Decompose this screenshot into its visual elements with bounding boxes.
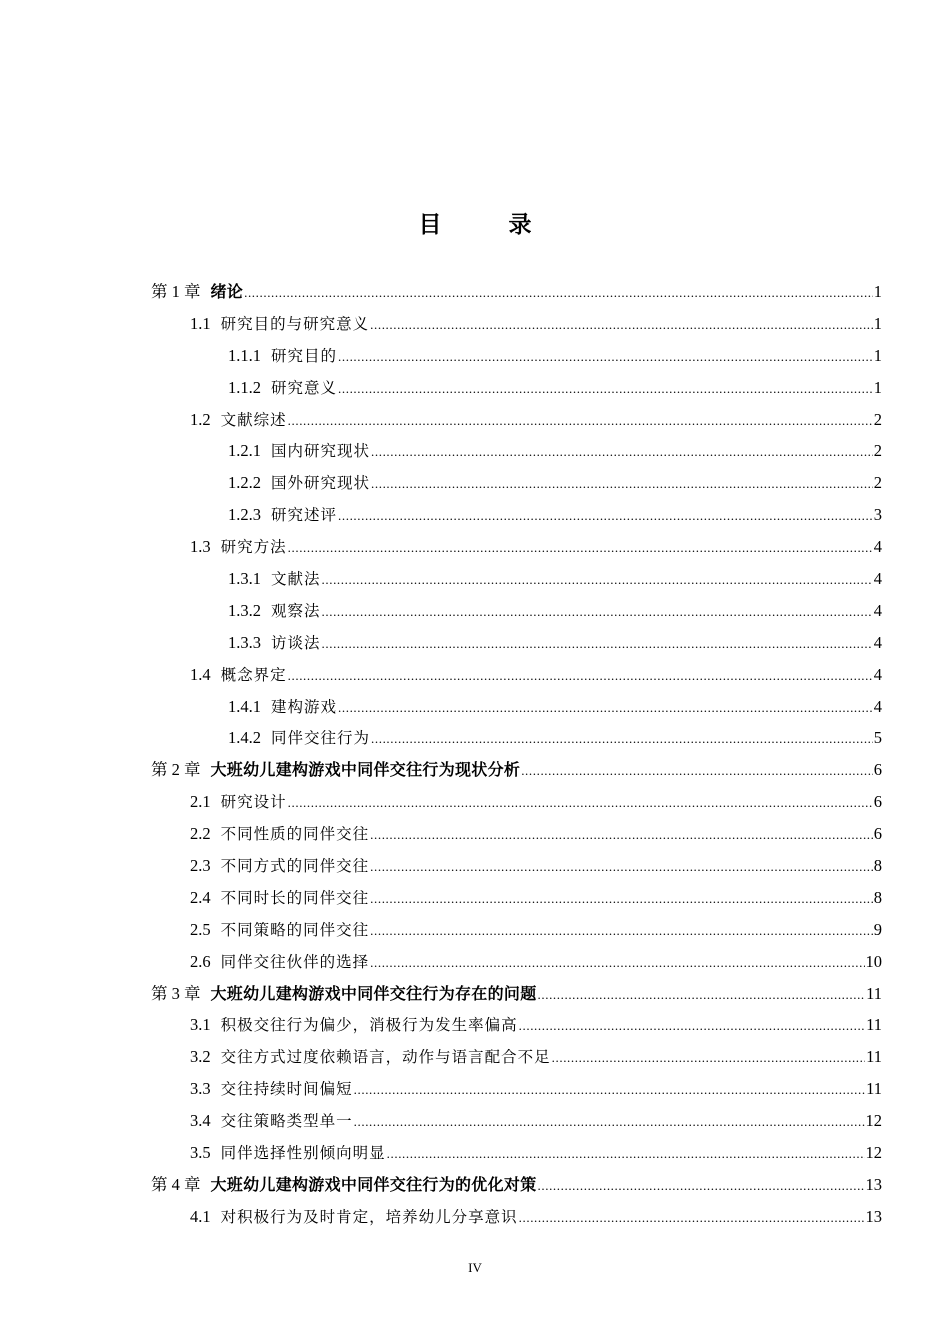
toc-section-entry[interactable] — [151, 1201, 882, 1233]
toc-entry-page: 4 — [873, 537, 882, 557]
toc-entry-title: 研究目的与研究意义 — [220, 314, 370, 333]
toc-entry-page: 1 — [873, 282, 882, 301]
toc-dot-leader — [322, 564, 873, 596]
toc-section-entry[interactable] — [151, 308, 882, 340]
toc-title: 目 录 — [418, 212, 554, 238]
toc-entry-number: 2.5 — [190, 919, 211, 939]
toc-entry-number: 1.1 — [190, 313, 211, 333]
toc-entry-number: 2.4 — [190, 887, 211, 907]
toc-entry-page: 2 — [873, 409, 882, 429]
toc-chapter-entry[interactable] — [151, 754, 882, 786]
toc-dot-leader — [288, 405, 873, 437]
toc-chapter-entry[interactable] — [151, 978, 882, 1010]
toc-subsection-entry[interactable] — [151, 691, 882, 723]
toc-subsection-entry[interactable] — [151, 563, 882, 595]
toc-entry-number: 第 3 章 — [151, 983, 201, 1003]
toc-entry-title: 交往方式过度依赖语言，动作与语言配合不足 — [220, 1048, 551, 1067]
toc-section-entry[interactable] — [151, 531, 882, 563]
toc-entry-page: 6 — [873, 824, 882, 844]
toc-subsection-entry[interactable] — [151, 499, 882, 531]
toc-subsection-entry[interactable] — [151, 340, 882, 372]
toc-dot-leader — [370, 883, 873, 915]
toc-chapter-entry[interactable] — [151, 276, 882, 308]
toc-section-entry[interactable] — [151, 818, 882, 850]
toc-entry-page: 2 — [873, 441, 882, 461]
toc-entry-page: 11 — [866, 983, 882, 1003]
toc-dot-leader — [288, 787, 873, 819]
toc-dot-leader — [538, 1170, 865, 1202]
toc-dot-leader — [370, 947, 864, 979]
toc-entry-title: 对积极行为及时肯定，培养幼儿分享意识 — [220, 1207, 518, 1226]
toc-entry-page: 12 — [865, 1111, 882, 1131]
toc-entry-page: 11 — [866, 1047, 882, 1067]
toc-entry-page: 4 — [873, 664, 882, 684]
toc-entry-title: 国内研究现状 — [271, 442, 371, 461]
toc-entry-title: 不同性质的同伴交往 — [220, 825, 370, 844]
toc-entry-number: 1.2.2 — [228, 473, 261, 493]
toc-dot-leader — [370, 819, 873, 851]
toc-entry-number: 1.2 — [190, 409, 211, 429]
toc-dot-leader — [338, 341, 873, 373]
toc-entry-title: 国外研究现状 — [271, 474, 371, 493]
toc-entry-title: 研究意义 — [271, 378, 338, 397]
toc-section-entry[interactable] — [151, 882, 882, 914]
toc-entry-number: 1.3.3 — [228, 632, 261, 652]
toc-entry-title: 同伴选择性别倾向明显 — [220, 1144, 386, 1163]
toc-entry-page: 13 — [865, 1206, 882, 1226]
toc-entry-title: 大班幼儿建构游戏中同伴交往行为现状分析 — [210, 760, 521, 780]
toc-entry-page: 4 — [873, 696, 882, 716]
toc-entry-title: 访谈法 — [271, 633, 321, 652]
toc-section-entry[interactable] — [151, 404, 882, 436]
toc-dot-leader — [370, 309, 873, 341]
toc-entry-title: 概念界定 — [220, 665, 287, 684]
toc-entry-number: 1.4.1 — [228, 696, 261, 716]
toc-section-entry[interactable] — [151, 1073, 882, 1105]
toc-entry-page: 4 — [873, 600, 882, 620]
toc-entry-page: 4 — [873, 569, 882, 589]
toc-dot-leader — [371, 723, 873, 755]
toc-section-entry[interactable] — [151, 786, 882, 818]
toc-chapter-entry[interactable] — [151, 1169, 882, 1201]
toc-entry-number: 3.3 — [190, 1079, 211, 1099]
toc-entry-title: 交往持续时间偏短 — [220, 1080, 353, 1099]
toc-dot-leader — [538, 979, 866, 1011]
toc-entry-title: 同伴交往行为 — [271, 729, 371, 748]
toc-section-entry[interactable] — [151, 914, 882, 946]
toc-entry-page: 5 — [873, 728, 882, 748]
toc-entry-number: 第 2 章 — [151, 760, 201, 780]
toc-subsection-entry[interactable] — [151, 467, 882, 499]
toc-dot-leader — [322, 596, 873, 628]
toc-entry-page: 3 — [873, 505, 882, 525]
toc-entry-page: 2 — [873, 473, 882, 493]
toc-entry-title: 研究目的 — [271, 346, 338, 365]
toc-entry-page: 1 — [873, 313, 882, 333]
toc-dot-leader — [244, 277, 873, 309]
toc-entry-page: 11 — [866, 1079, 882, 1099]
toc-section-entry[interactable] — [151, 659, 882, 691]
toc-entry-title: 研究述评 — [271, 506, 338, 525]
toc-dot-leader — [370, 915, 873, 947]
toc-dot-leader — [519, 1202, 865, 1234]
toc-dot-leader — [322, 628, 873, 660]
toc-section-entry[interactable] — [151, 1105, 882, 1137]
toc-section-entry[interactable] — [151, 1137, 882, 1169]
toc-dot-leader — [521, 755, 873, 787]
toc-entry-title: 绪论 — [210, 282, 244, 301]
toc-dot-leader — [387, 1138, 865, 1170]
toc-entry-title: 不同策略的同伴交往 — [220, 920, 370, 939]
toc-dot-leader — [338, 373, 873, 405]
toc-entry-number: 3.1 — [190, 1015, 211, 1035]
toc-entry-page: 1 — [873, 377, 882, 397]
toc-dot-leader — [354, 1074, 865, 1106]
page-number: IV — [468, 1260, 482, 1275]
toc-entry-title: 大班幼儿建构游戏中同伴交往行为的优化对策 — [210, 1174, 537, 1194]
toc-entry-page: 6 — [873, 760, 882, 780]
toc-entry-number: 1.2.3 — [228, 505, 261, 525]
toc-entry-number: 1.3.2 — [228, 600, 261, 620]
toc-entry-page: 12 — [865, 1143, 882, 1163]
table-of-contents — [151, 276, 882, 1233]
toc-subsection-entry[interactable] — [151, 435, 882, 467]
toc-entry-title: 大班幼儿建构游戏中同伴交往行为存在的问题 — [210, 983, 537, 1003]
toc-entry-number: 3.4 — [190, 1111, 211, 1131]
toc-entry-page: 8 — [873, 887, 882, 907]
toc-section-entry[interactable] — [151, 850, 882, 882]
toc-entry-page: 8 — [873, 856, 882, 876]
toc-entry-title: 文献综述 — [220, 410, 287, 429]
toc-section-entry[interactable] — [151, 1041, 882, 1073]
toc-entry-title: 同伴交往伙伴的选择 — [220, 952, 370, 971]
toc-entry-title: 建构游戏 — [271, 697, 338, 716]
toc-entry-page: 1 — [873, 345, 882, 365]
toc-entry-page: 4 — [873, 632, 882, 652]
toc-entry-page: 11 — [866, 1015, 882, 1035]
toc-entry-number: 3.5 — [190, 1143, 211, 1163]
toc-entry-number: 2.3 — [190, 856, 211, 876]
toc-dot-leader — [519, 1010, 865, 1042]
toc-entry-title: 文献法 — [271, 570, 321, 589]
toc-entry-page: 13 — [865, 1174, 882, 1194]
toc-entry-title: 观察法 — [271, 601, 321, 620]
toc-entry-number: 4.1 — [190, 1206, 211, 1226]
toc-entry-number: 第 1 章 — [151, 282, 201, 301]
toc-dot-leader — [371, 436, 873, 468]
toc-entry-number: 2.6 — [190, 951, 211, 971]
toc-entry-page: 9 — [873, 919, 882, 939]
toc-entry-title: 不同时长的同伴交往 — [220, 888, 370, 907]
toc-dot-leader — [552, 1042, 865, 1074]
toc-section-entry[interactable] — [151, 946, 882, 978]
toc-entry-number: 2.1 — [190, 792, 211, 812]
toc-entry-number: 1.1.2 — [228, 377, 261, 397]
toc-dot-leader — [370, 851, 873, 883]
toc-entry-number: 1.2.1 — [228, 441, 261, 461]
toc-entry-number: 1.1.1 — [228, 345, 261, 365]
toc-entry-number: 第 4 章 — [151, 1174, 201, 1194]
toc-entry-number: 2.2 — [190, 824, 211, 844]
toc-entry-title: 研究方法 — [220, 538, 287, 557]
toc-dot-leader — [338, 500, 873, 532]
toc-dot-leader — [338, 692, 873, 724]
toc-entry-title: 研究设计 — [220, 793, 287, 812]
toc-entry-title: 交往策略类型单一 — [220, 1112, 353, 1131]
toc-dot-leader — [288, 532, 873, 564]
toc-dot-leader — [288, 660, 873, 692]
toc-entry-page: 10 — [865, 951, 882, 971]
toc-subsection-entry[interactable] — [151, 372, 882, 404]
toc-dot-leader — [371, 468, 873, 500]
toc-entry-number: 1.4 — [190, 664, 211, 684]
toc-dot-leader — [354, 1106, 865, 1138]
toc-subsection-entry[interactable] — [151, 627, 882, 659]
toc-subsection-entry[interactable] — [151, 722, 882, 754]
toc-section-entry[interactable] — [151, 1009, 882, 1041]
toc-entry-title: 不同方式的同伴交往 — [220, 857, 370, 876]
toc-entry-title: 积极交往行为偏少，消极行为发生率偏高 — [220, 1016, 518, 1035]
toc-entry-number: 1.3.1 — [228, 569, 261, 589]
toc-entry-number: 1.4.2 — [228, 728, 261, 748]
toc-entry-number: 1.3 — [190, 537, 211, 557]
toc-entry-number: 3.2 — [190, 1047, 211, 1067]
toc-subsection-entry[interactable] — [151, 595, 882, 627]
toc-entry-page: 6 — [873, 792, 882, 812]
